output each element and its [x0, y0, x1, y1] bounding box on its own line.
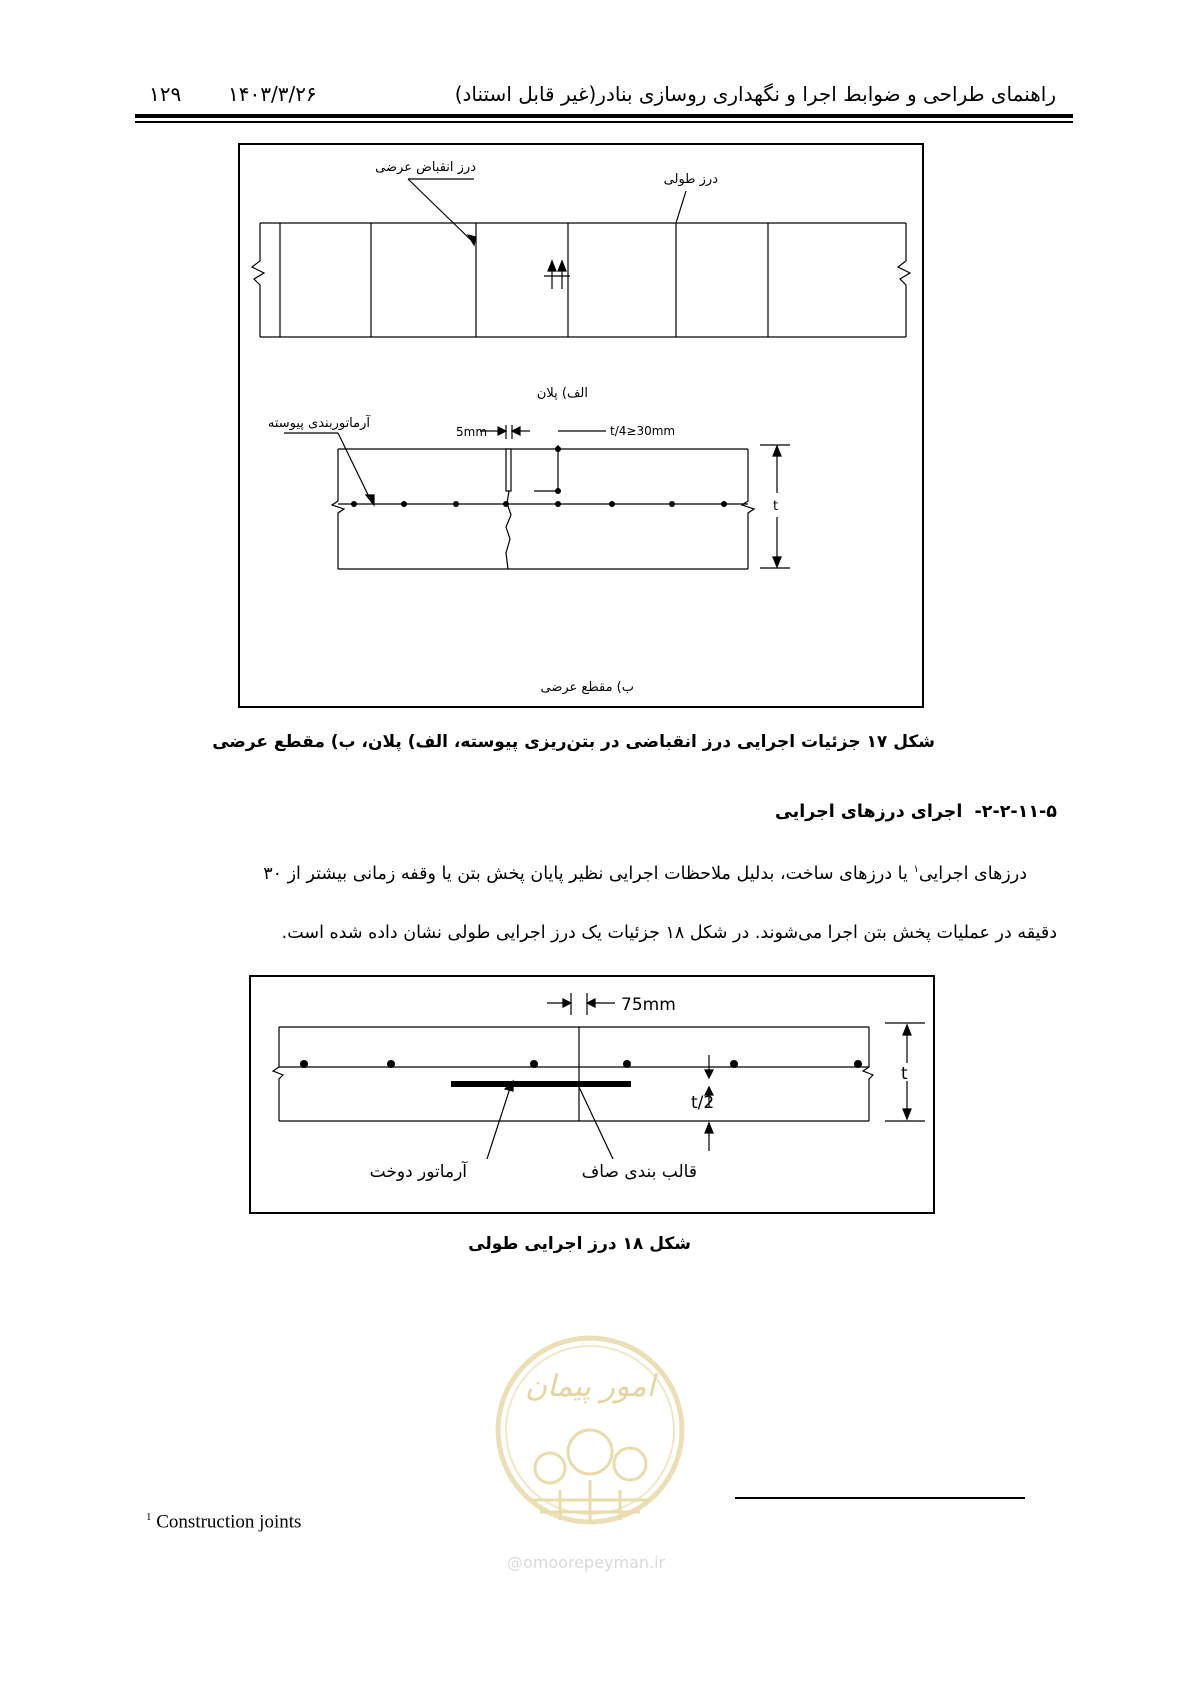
label-transverse-joint: درز انقباض عرضی [375, 160, 476, 175]
watermark-brand: امور پیمان [525, 1369, 655, 1404]
footnote-number: 1 [146, 1511, 152, 1523]
figure-17-drawing [238, 143, 924, 708]
page-number: ۱۲۹ [149, 82, 182, 106]
watermark-site: @omoorepeyman.ir [507, 1553, 666, 1572]
footnote-rule [735, 1497, 1025, 1499]
header-title: راهنمای طراحی و ضوابط اجرا و نگهداری روسازی بنادر(غیر قابل استناد) [454, 82, 1056, 106]
label-smooth-formwork: قالب بندی صاف [581, 1162, 697, 1182]
label-thickness-t: t [773, 499, 779, 514]
header-rule-thick [135, 114, 1073, 118]
watermark-logo [490, 1330, 690, 1530]
figure-17-caption: شکل ۱۷ جزئیات اجرایی درز انقباضی در بتن‌ریزی پیوسته، الف) پلان، ب) مقطع عرضی [212, 732, 935, 752]
longitudinal-joint-section [273, 993, 925, 1159]
label-half-thickness: t/2 [691, 1093, 715, 1113]
plan-view [252, 179, 910, 337]
label-thickness-t: t [901, 1064, 908, 1084]
label-gap-75mm: 75mm [621, 995, 676, 1015]
label-plan: الف) پلان [536, 386, 588, 401]
paragraph-line-1 [263, 864, 1027, 884]
section-heading [775, 802, 1057, 822]
header-rule-thin [135, 121, 1073, 123]
paragraph-line-1-end: یا درزهای ساخت، بدلیل ملاحظات اجرایی نظیر پایان پخش بتن یا وقفه زمانی بیشتر از ۳۰ [263, 864, 914, 884]
label-cross-section: ب) مقطع عرضی [540, 680, 634, 695]
section-title: اجرای درزهای اجرایی [774, 802, 963, 822]
cross-section-view [284, 425, 790, 569]
paragraph-line-2: دقیقه در عملیات پخش بتن اجرا می‌شوند. در شکل ۱۸ جزئیات یک درز اجرایی طولی نشان داده شده است. [281, 923, 1057, 943]
label-longitudinal-joint: درز طولی [663, 172, 718, 187]
label-tie-bar: آرماتور دوخت [369, 1162, 467, 1182]
label-gap-5mm: 5mm [456, 425, 488, 439]
footnote [146, 1511, 301, 1533]
figure-18-caption: شکل ۱۸ درز اجرایی طولی [468, 1234, 691, 1254]
reinforcement-bars [351, 446, 727, 507]
footnote-ref: ۱ [913, 864, 919, 876]
figure-18-drawing [249, 975, 935, 1214]
header-date: ۱۴۰۳/۳/۲۶ [228, 82, 317, 106]
footnote-text: Construction joints [156, 1511, 302, 1533]
section-number: ۲-۲-۱۱-۵- [974, 802, 1057, 822]
label-depth: t/4≥30mm [610, 424, 676, 438]
tie-bar [451, 1081, 631, 1087]
label-continuous-reinforcement: آرماتوربندی پیوسته [267, 416, 370, 431]
paragraph-line-1-start: درزهای اجرایی [918, 864, 1027, 884]
